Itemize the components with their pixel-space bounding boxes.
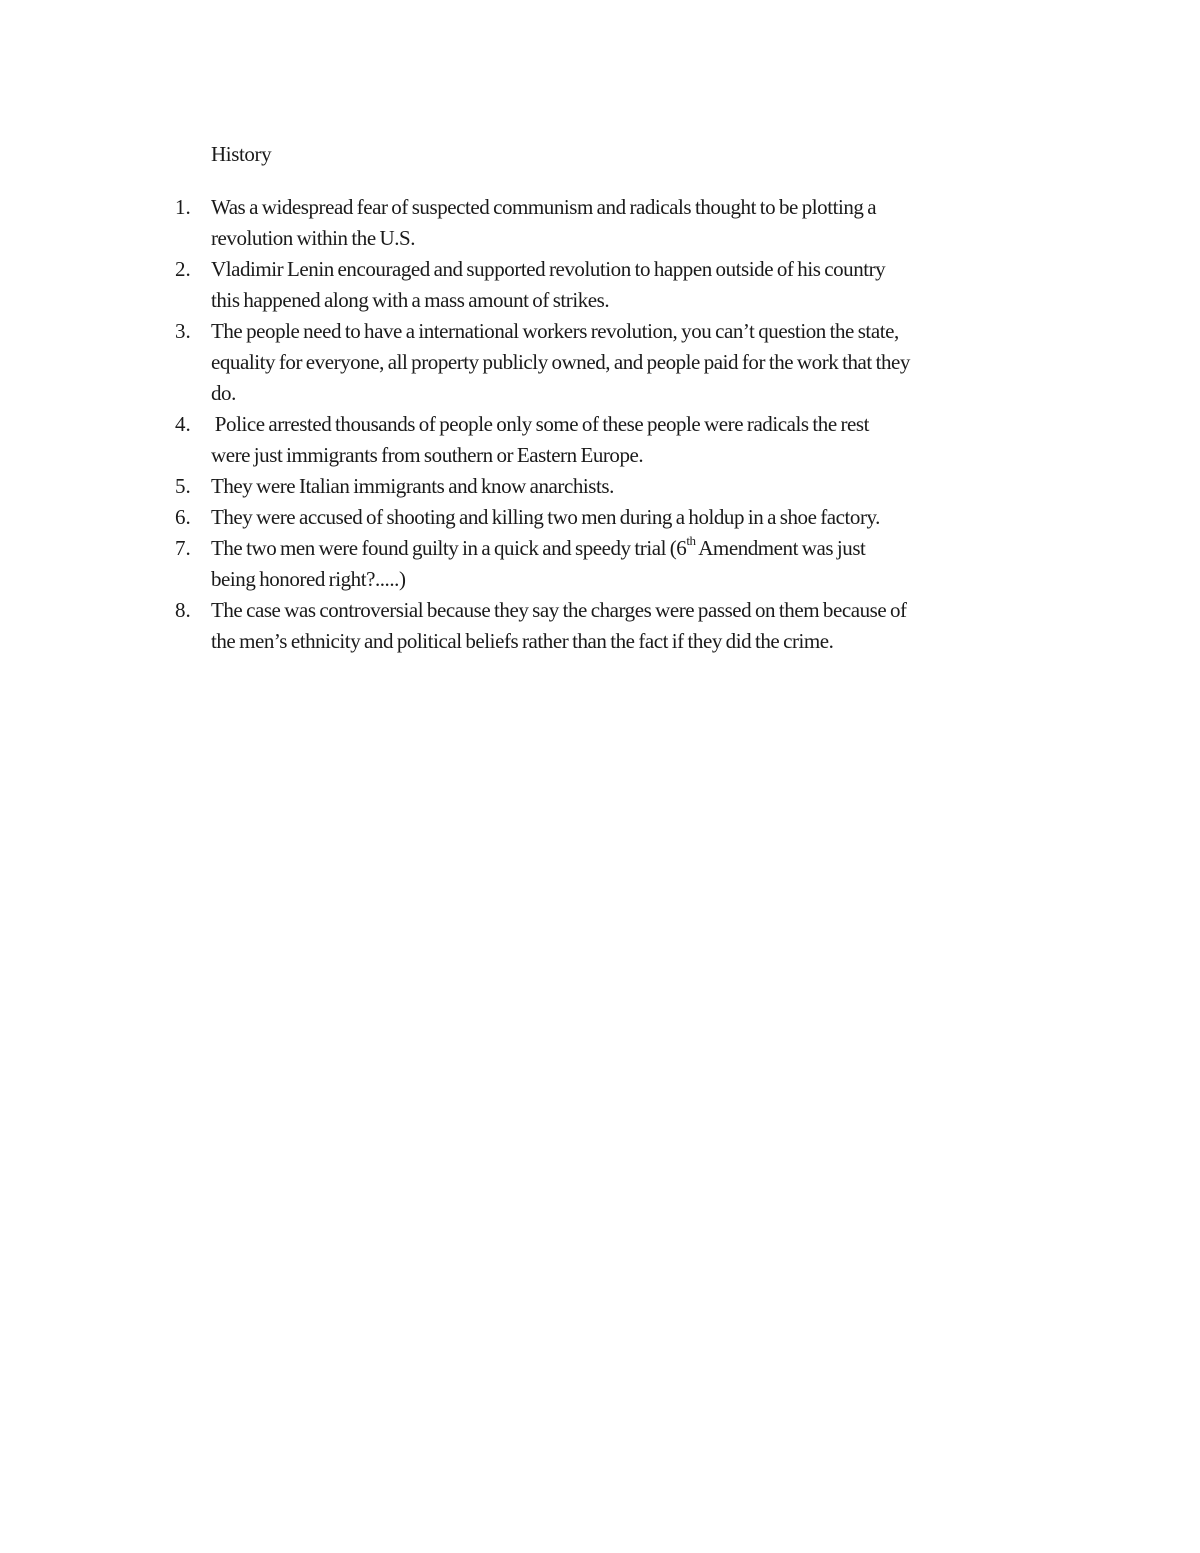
list-text: do. [211, 381, 236, 405]
list-item [172, 316, 1072, 409]
list-item [172, 533, 1072, 595]
list-text [211, 533, 1072, 564]
text-before-superscript: The two men were found guilty in a quick and speedy trial (6 [211, 536, 687, 560]
list-item [172, 254, 1072, 316]
superscript: th [686, 533, 696, 548]
list-text: Was a widespread fear of suspected communism and radicals thought to be plotting a [211, 195, 877, 219]
list-number: 8. [175, 598, 191, 622]
list-text: this happened along with a mass amount of strikes. [211, 288, 610, 312]
list-text: They were Italian immigrants and know anarchists. [211, 474, 614, 498]
list-number: 1. [175, 195, 191, 219]
list-number: 4. [175, 412, 191, 436]
list-item [172, 471, 1072, 502]
list-number: 7. [175, 536, 191, 560]
list-text: Vladimir Lenin encouraged and supported revolution to happen outside of his country [211, 257, 886, 281]
list-text: revolution within the U.S. [211, 226, 416, 250]
document-title: History [211, 142, 272, 166]
list-text: being honored right?.....) [211, 567, 406, 591]
list-text: The people need to have a international workers revolution, you can’t question the state, [211, 319, 899, 343]
list-text: were just immigrants from southern or Eastern Europe. [211, 443, 644, 467]
list-item [172, 409, 1072, 471]
list-text: the men’s ethnicity and political beliefs rather than the fact if they did the crime. [211, 629, 834, 653]
list-text: equality for everyone, all property publicly owned, and people paid for the work that they [211, 350, 910, 374]
list-number: 5. [175, 474, 191, 498]
list-number: 3. [175, 319, 191, 343]
list-item [172, 502, 1072, 533]
text-after-superscript: Amendment was just [695, 536, 866, 560]
list-text: The case was controversial because they say the charges were passed on them because of [211, 598, 907, 622]
list-number: 2. [175, 257, 191, 281]
list-number: 6. [175, 505, 191, 529]
list-text: They were accused of shooting and killing two men during a holdup in a shoe factory. [211, 505, 880, 529]
list-item [172, 595, 1072, 657]
list-text: Police arrested thousands of people only some of these people were radicals the rest [211, 412, 870, 436]
list-item [172, 192, 1072, 254]
numbered-list [172, 192, 1072, 657]
